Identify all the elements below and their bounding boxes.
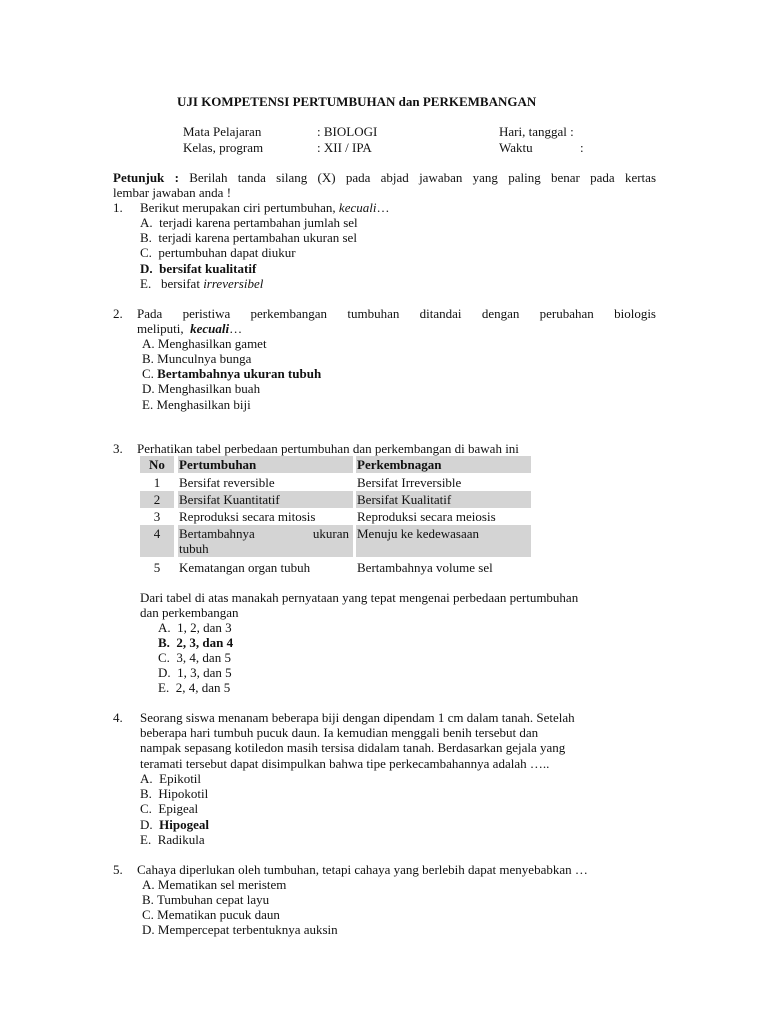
subject-label: Mata Pelajaran <box>183 124 262 139</box>
option-letter: D. <box>158 665 171 680</box>
q4-option-b[interactable] <box>140 786 208 801</box>
table-cell-pertumbuhan: Reproduksi secara mitosis <box>179 509 316 524</box>
table-cell-perkembangan: Bersifat Irreversible <box>357 475 462 490</box>
option-letter: B. <box>142 892 154 907</box>
option-text: Munculnya bunga <box>157 351 252 366</box>
table-cell-perkembangan: Reproduksi secara meiosis <box>357 509 496 524</box>
table-cell-perkembangan: Bertambahnya volume sel <box>357 560 493 575</box>
option-letter: D. <box>142 922 155 937</box>
q1-option-d[interactable] <box>140 261 256 276</box>
q1-number: 1. <box>113 200 123 215</box>
option-text: 2, 3, dan 4 <box>176 635 234 650</box>
q2-option-c[interactable] <box>142 366 321 381</box>
q5-option-d[interactable] <box>142 922 338 937</box>
option-text: 1, 2, dan 3 <box>177 620 232 635</box>
table-cell-no: 5 <box>153 560 161 575</box>
option-text: Menghasilkan gamet <box>157 336 267 351</box>
cell-line-1 <box>179 526 349 541</box>
instructions-label: Petunjuk : <box>113 170 179 185</box>
q5-option-c[interactable] <box>142 907 280 922</box>
cell-word-2: ukuran <box>312 526 349 541</box>
q5-option-b[interactable] <box>142 892 269 907</box>
option-emphasis: irreversibel <box>203 276 264 291</box>
option-text: Bertambahnya ukuran tubuh <box>157 366 322 381</box>
option-letter: C. <box>140 801 152 816</box>
option-text: Mempercepat terbentuknya auksin <box>157 922 338 937</box>
q3-option-e[interactable] <box>158 680 230 695</box>
option-letter: A. <box>142 336 155 351</box>
option-text: terjadi karena pertambahan jumlah sel <box>159 215 358 230</box>
option-text: pertumbuhan dapat diukur <box>158 245 296 260</box>
q5-number: 5. <box>113 862 123 877</box>
date-label: Hari, tanggal : <box>499 124 574 139</box>
table-cell-pertumbuhan: Kematangan organ tubuh <box>179 560 311 575</box>
q2-stem-text: meliputi, <box>137 321 184 336</box>
option-text: Epigeal <box>158 801 199 816</box>
q1-stem-emphasis: kecuali <box>338 200 377 215</box>
q2-stem-line-1: Pada peristiwa perkembangan tumbuhan ditandai dengan perubahan biologis <box>137 306 656 321</box>
q2-stem-line-2 <box>137 321 242 336</box>
table-cell-pertumbuhan: Bersifat Kuantitatif <box>178 491 353 508</box>
option-text: 3, 4, dan 5 <box>176 650 231 665</box>
option-letter: B. <box>140 230 152 245</box>
option-text: Tumbuhan cepat layu <box>156 892 270 907</box>
option-letter: C. <box>158 650 170 665</box>
option-letter: D. <box>140 261 153 276</box>
q1-option-a[interactable] <box>140 215 358 230</box>
table-cell-no: 2 <box>140 491 174 508</box>
q3-follow-line-1: Dari tabel di atas manakah pernyataan yang tepat mengenai perbedaan pertumbuhan <box>140 590 579 605</box>
q1-stem-tail: … <box>376 200 390 215</box>
page-title: UJI KOMPETENSI PERTUMBUHAN dan PERKEMBANGAN <box>177 94 537 109</box>
option-letter: E. <box>158 680 170 695</box>
q4-option-d[interactable] <box>140 817 209 832</box>
table-header-no: No <box>140 456 174 473</box>
q2-number: 2. <box>113 306 123 321</box>
table-row <box>140 525 530 557</box>
table-cell-no: 4 <box>140 525 174 557</box>
q4-line-3: nampak sepasang kotiledon masih tersisa didalam tanah. Berdasarkan gejala yang <box>140 740 566 755</box>
q5-option-a[interactable] <box>142 877 286 892</box>
q4-line-4: teramati tersebut dapat disimpulkan bahwa tipe perkecambahannya adalah ….. <box>140 756 550 771</box>
table-header-row <box>140 456 530 473</box>
option-text: 1, 3, dan 5 <box>177 665 232 680</box>
q3-number: 3. <box>113 441 123 456</box>
option-letter: A. <box>142 877 155 892</box>
q1-option-e[interactable] <box>140 276 263 291</box>
q2-stem-emphasis: kecuali <box>190 321 230 336</box>
instructions-line-2: lembar jawaban anda ! <box>113 185 232 200</box>
option-letter: D. <box>142 381 155 396</box>
q1-option-c[interactable] <box>140 245 296 260</box>
q4-number: 4. <box>113 710 123 725</box>
q3-option-b[interactable] <box>158 635 233 650</box>
cell-word-1: Bertambahnya <box>179 526 255 541</box>
option-letter: E. <box>140 276 152 291</box>
q4-option-a[interactable] <box>140 771 201 786</box>
q4-option-c[interactable] <box>140 801 198 816</box>
q2-option-e[interactable] <box>142 397 251 412</box>
option-letter: C. <box>142 907 154 922</box>
class-value: : XII / IPA <box>317 140 372 155</box>
instructions-line-1 <box>113 170 656 185</box>
q4-option-e[interactable] <box>140 832 205 847</box>
q3-option-a[interactable] <box>158 620 232 635</box>
q2-stem-tail: … <box>229 321 243 336</box>
option-text: 2, 4, dan 5 <box>175 680 231 695</box>
q2-option-b[interactable] <box>142 351 251 366</box>
option-text: bersifat <box>160 276 200 291</box>
table-row <box>140 491 530 507</box>
table-row <box>140 474 530 490</box>
q5-stem: Cahaya diperlukan oleh tumbuhan, tetapi cahaya yang berlebih dapat menyebabkan … <box>137 862 588 877</box>
option-letter: D. <box>140 817 153 832</box>
option-text: Mematikan sel meristem <box>157 877 287 892</box>
option-letter: A. <box>158 620 171 635</box>
instructions-text: Berilah tanda silang (X) pada abjad jawaban yang paling benar pada kertas <box>189 170 656 185</box>
option-letter: B. <box>158 635 170 650</box>
q3-option-c[interactable] <box>158 650 231 665</box>
option-text: Hipokotil <box>158 786 209 801</box>
table-cell-no: 3 <box>153 509 161 524</box>
q2-option-a[interactable] <box>142 336 267 351</box>
option-letter: C. <box>142 366 154 381</box>
q3-option-d[interactable] <box>158 665 232 680</box>
table-cell-perkembangan: Bersifat Kualitatif <box>356 491 531 508</box>
option-letter: B. <box>142 351 154 366</box>
table-cell-perkembangan: Menuju ke kedewasaan <box>356 525 531 557</box>
option-text: Epikotil <box>159 771 202 786</box>
option-letter: E. <box>140 832 152 847</box>
option-letter: A. <box>140 215 153 230</box>
table-header-pertumbuhan: Pertumbuhan <box>178 456 353 473</box>
q2-option-d[interactable] <box>142 381 260 396</box>
table-header-perkembangan: Perkembnagan <box>356 456 531 473</box>
table-cell-pertumbuhan <box>178 525 353 557</box>
option-text: Menghasilkan biji <box>156 397 251 412</box>
q1-option-b[interactable] <box>140 230 357 245</box>
time-label: Waktu <box>499 140 533 155</box>
table-cell-no: 1 <box>153 475 161 490</box>
q1-stem-text: Berikut merupakan ciri pertumbuhan, <box>140 200 336 215</box>
option-letter: E. <box>142 397 154 412</box>
q1-stem <box>140 200 389 215</box>
class-label: Kelas, program <box>183 140 264 155</box>
option-letter: A. <box>140 771 153 786</box>
q3-stem: Perhatikan tabel perbedaan pertumbuhan dan perkembangan di bawah ini <box>137 441 519 456</box>
option-text: Mematikan pucuk daun <box>157 907 280 922</box>
option-text: Menghasilkan buah <box>157 381 261 396</box>
q4-line-2: beberapa hari tumbuh pucuk daun. Ia kemudian menggali benih tersebut dan <box>140 725 539 740</box>
table-row <box>140 559 530 575</box>
q4-line-1: Seorang siswa menanam beberapa biji dengan dipendam 1 cm dalam tanah. Setelah <box>140 710 575 725</box>
option-letter: B. <box>140 786 152 801</box>
option-text: bersifat kualitatif <box>159 261 257 276</box>
option-text: terjadi karena pertambahan ukuran sel <box>158 230 357 245</box>
subject-value: : BIOLOGI <box>317 124 378 139</box>
q3-follow-line-2: dan perkembangan <box>140 605 239 620</box>
time-colon: : <box>580 140 584 155</box>
option-letter: C. <box>140 245 152 260</box>
option-text: Hipogeal <box>159 817 209 832</box>
table-cell-pertumbuhan: Bersifat reversible <box>179 475 275 490</box>
cell-line-2: tubuh <box>179 541 209 556</box>
table-row <box>140 508 530 524</box>
option-text: Radikula <box>157 832 205 847</box>
